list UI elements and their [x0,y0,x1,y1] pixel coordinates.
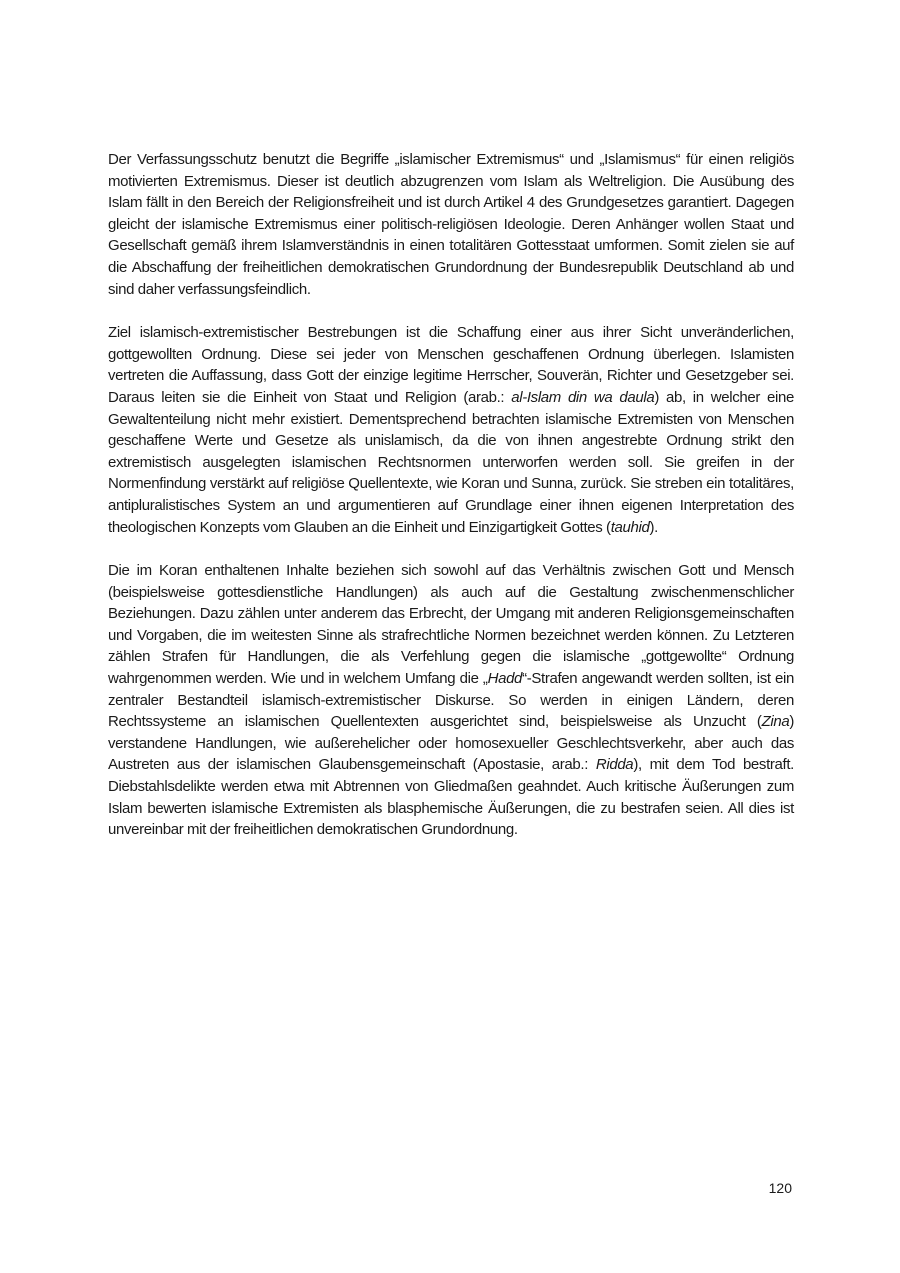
term-ridda: Ridda [595,756,634,774]
paragraph-1 [108,149,794,300]
page-number: 120 [768,1180,792,1196]
paragraph-3-text: Die im Koran enthaltenen Inhalte beziehen sich sowohl auf das Verhältnis zwischen Gott und Mensch (beispielsweise gottesdienstliche Handlungen) als auch auf die Gestaltung zwischenmenschlicher Beziehungen. Dazu zählen unter anderem das Erbrecht, der Umgang mit anderen Religionsgemeinschaften und Vorgaben, die im weitesten Sinne als strafrechtliche Normen bezeichnet werden können. Zu Letzteren zählen Strafen für Handlungen, die als Verfehlung gegen die islamische „gottgewollte“ Ordnung wahrgenommen werden. Wie und in welchem Umfang die „ [108,562,794,688]
body-text [108,149,794,863]
term-zina: Zina [761,713,790,731]
term-tauhid: tauhid [610,518,650,536]
paragraph-3-text: ) verstandene Handlungen, wie außerehelicher oder homosexueller Geschlechtsverkehr, aber auch das Austreten aus der islamischen Glaubensgemeinschaft (Apostasie, arab.: [108,713,794,774]
paragraph-1-text: Der Verfassungsschutz benutzt die Begriffe „islamischer Extremismus“ und „Islamismus“ für einen religiös motivierten Extremismus. Dieser ist deutlich abzugrenzen vom Islam als Weltreligion. Die Ausübung des Islam fällt in den Bereich der Religionsfreiheit und ist durch Artikel 4 des Grundgesetzes garantiert. Dagegen gleicht der islamische Extremismus einer politisch-religiösen Ideologie. Deren Anhänger wollen Staat und Gesellschaft gemäß ihrem Islamverständnis in einen totalitären Gottesstaat umformen. Somit zielen sie auf die Abschaffung der freiheitlichen demokratischen Grundordnung der Bundesrepublik Deutschland ab und sind daher verfassungsfeindlich. [108,151,794,298]
paragraph-2-text: Ziel islamisch-extremistischer Bestrebungen ist die Schaffung einer aus ihrer Sicht unveränderlichen, gottgewollten Ordnung. Diese sei jeder von Menschen geschaffenen Ordnung überlegen. Islamisten vertreten die Auffassung, dass Gott der einzige legitime Herrscher, Souverän, Richter und Gesetzgeber sei. Daraus leiten sie die Einheit von Staat und Religion (arab.: [108,324,794,406]
term-hadd: Hadd [487,670,523,688]
paragraph-3 [108,560,794,841]
paragraph-3-text: “-Strafen angewandt werden sollten, ist ein zentraler Bestandteil islamisch-extremistischer Diskurse. So werden in einigen Ländern, deren Rechtssysteme an islamischen Quellentexten ausgerichtet sind, beispielsweise als Unzucht ( [108,670,795,731]
paragraph-2-text: ). [649,518,658,536]
paragraph-2-text: ) ab, in welcher eine Gewaltenteilung nicht mehr existiert. Dementsprechend betrachten islamische Extremisten von Menschen geschaffene Werte und Gesetze als unislamisch, da die von ihnen angestrebte Ordnung strikt den extremistisch ausgelegten islamischen Rechtsnormen unterworfen werden soll. Sie greifen in der Normenfindung verstärkt auf religiöse Quellentexte, wie Koran und Sunna, zurück. Sie streben ein totalitäres, antipluralistisches System an und argumentieren auf Grundlage einer ihnen eigenen Interpretation des theologischen Konzepts vom Glauben an die Einheit und Einzigartigkeit Gottes ( [108,388,794,536]
paragraph-3-text: ), mit dem Tod bestraft. Diebstahlsdelikte werden etwa mit Abtrennen von Gliedmaßen geahndet. Auch kritische Äußerungen zum Islam bewerten islamische Extremisten als blasphemische Äußerungen, die zu bestrafen seien. All dies ist unvereinbar mit der freiheitlichen demokratischen Grundordnung. [108,756,794,839]
paragraph-2 [108,322,794,538]
term-al-islam-din-wa-daula: al-Islam din wa daula [511,388,655,406]
